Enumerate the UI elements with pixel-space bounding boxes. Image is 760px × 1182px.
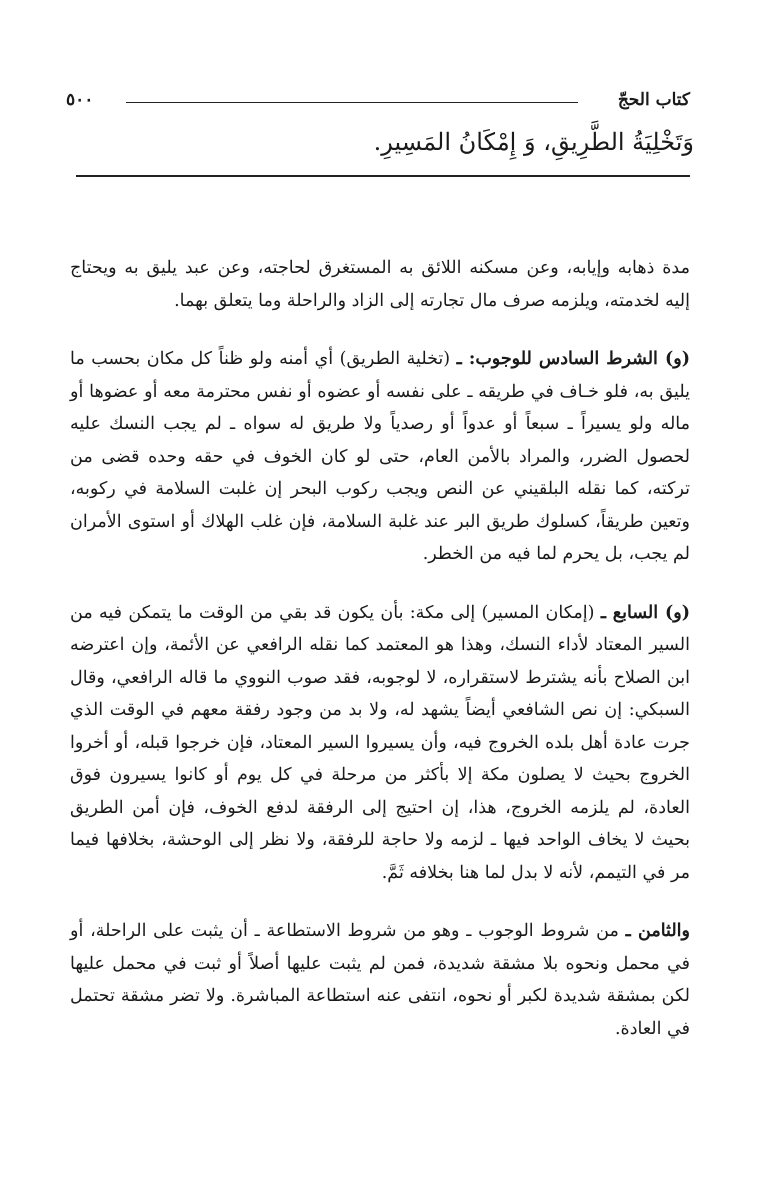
header-rule [126, 102, 578, 103]
paragraph-1 [70, 252, 690, 317]
commentary-body [70, 252, 690, 1045]
matn-divider [76, 175, 690, 177]
page-number: ٥٠٠ [66, 90, 94, 110]
paragraph-2 [70, 343, 690, 571]
running-header [66, 90, 690, 114]
paragraph-4 [70, 915, 690, 1045]
paragraph-3 [70, 597, 690, 890]
paragraph-3-text: (إمكان المسير) إلى مكة: بأن يكون قد بقي من الوقت ما يتمكن فيه من السير المعتاد لأداء النسك، وهذا هو المعتمد كما نقله الرافعي عن الأئمة، وإن اعترضه ابن الصلاح بأنه يشترط لاستقراره، لا لوجوبه، فقد صوب النووي ما قاله الرافعي، وقال السبكي: إن نص الشافعي أيضاً يشهد له، ولا بد من وجود رفقة معهم في الوقت الذي جرت عادة أهل بلده الخروج فيه، وأن يسيروا السير المعتاد، فإن خرجوا قبله، أو أخروا الخروج بحيث لا يصلون مكة إلا بأكثر من مرحلة في كل يوم أو كانوا يسيرون فوق العادة، لم يلزمه الخروج، هذا، إن احتيج إلى الرفقة لدفع الخوف، فإن أمن الطريق بحيث لا يخاف الواحد فيها ـ لزمه ولا حاجة للرفقة، ولا نظر إلى الوحشة، بخلافها فيما مر في التيمم، لأنه لا بدل لما هنا بخلافه ثَمَّ. [70, 602, 690, 883]
book-title: كتاب الحجّ [617, 90, 690, 110]
paragraph-4-lead: والثامن ـ [625, 921, 690, 941]
paragraph-1-text: مدة ذهابه وإيابه، وعن مسكنه اللائق به المستغرق لحاجته، وعن عبد يليق به ويحتاج إليه لخدمته، ويلزمه صرف مال تجارته إلى الزاد والراحلة وما يتعلق بهما. [70, 258, 690, 311]
paragraph-4-text: من شروط الوجوب ـ وهو من شروط الاستطاعة ـ أن يثبت على الراحلة، أو في محمل ونحوه بلا مشقة شديدة، فمن لم يثبت عليها أصلاً أو ثبت في محمل عليها لكن بمشقة شديدة لكبر أو نحوه، انتفى عنه استطاعة المباشرة. ولا تضر مشقة تحتمل في العادة. [70, 921, 690, 1039]
matn-text: وَتَخْلِيَةُ الطَّرِيقِ، وَ إِمْكَانُ المَسِيرِ. [373, 128, 694, 156]
paragraph-2-text: (تخلية الطريق) أي أمنه ولو ظناً كل مكان بحسب ما يليق به، فلو خـاف في طريقه ـ على نفسه أو عضوه أو نفس محترمة معه أو عضوها أو ماله ولو يسيراً ـ سبعاً أو عدواً أو رصدياً ولا طريق له سواه ـ لم يجب النسك عليه لحصول الضرر، والمراد بالأمن العام، حتى لو كان الخوف في حقه وحده قضى من تركته، كما نقله البلقيني عن النص ويجب ركوب البحر إن غلبت السلامة في ركوبه، وتعين طريقاً، كسلوك طريق البر عند غلبة السلامة، فإن غلب الهلاك أو استوى الأمران لم يجب، بل يحرم لما فيه من الخطر. [70, 349, 690, 564]
paragraph-2-lead: (و) الشرط السادس للوجوب: ـ [456, 349, 690, 369]
paragraph-3-lead: (و) السابع ـ [600, 602, 690, 623]
